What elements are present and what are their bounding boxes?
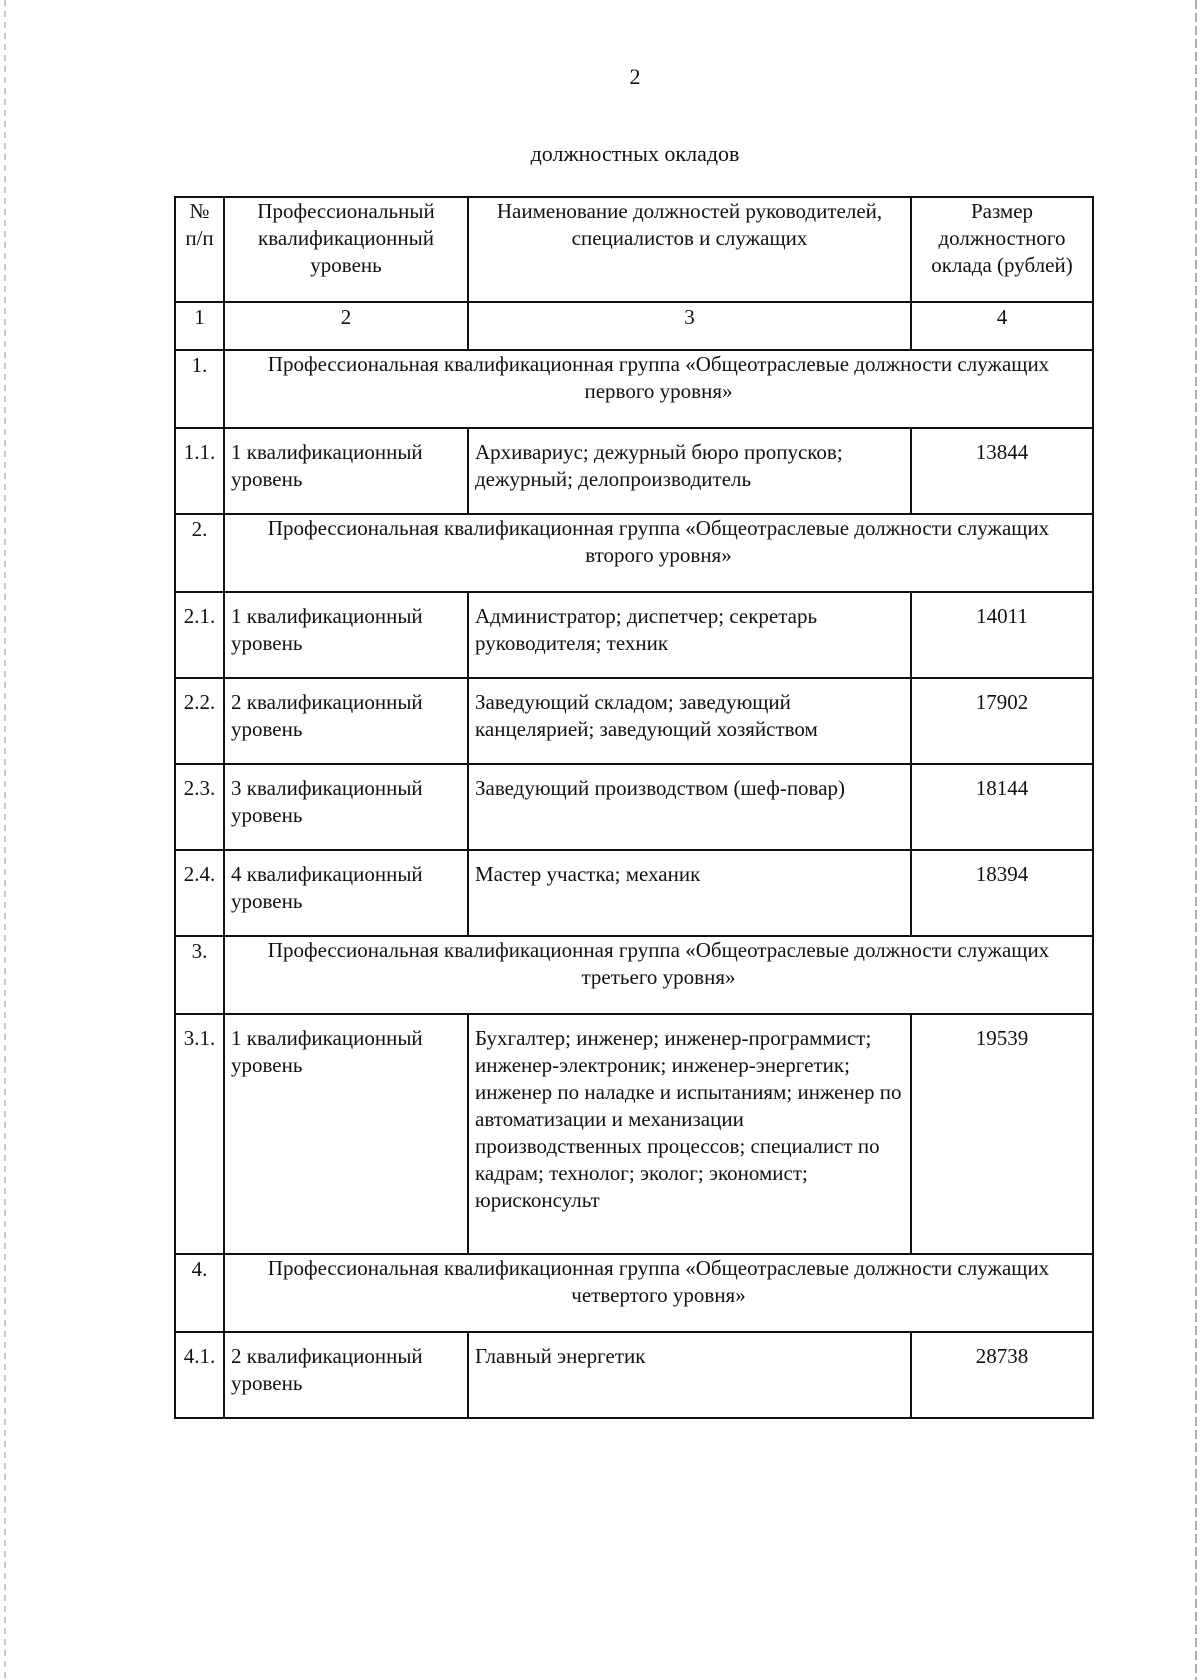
qualification-level: 2 квалификационный уровень — [224, 678, 468, 764]
table-row — [175, 1332, 1093, 1418]
group-row — [175, 514, 1093, 592]
positions: Бухгалтер; инженер; инженер-программист; инженер-электроник; инженер-энергетик; инженер по наладке и испытаниям; инженер по автоматизации и механизации производственных процессов; специалист по кадрам; технолог; эколог; экономист; юрисконсульт — [468, 1014, 911, 1254]
table-row — [175, 1014, 1093, 1254]
positions: Администратор; диспетчер; секретарь руководителя; техник — [468, 592, 911, 678]
group-number: 2. — [175, 514, 224, 592]
qualification-level: 1 квалификационный уровень — [224, 1014, 468, 1254]
qualification-level: 2 квалификационный уровень — [224, 1332, 468, 1418]
header-qualification-level: Профессиональный квалификационный уровень — [224, 197, 468, 302]
row-number: 2.2. — [175, 678, 224, 764]
table-header-row — [175, 197, 1093, 302]
header-salary: Размер должностного оклада (рублей) — [911, 197, 1093, 302]
column-number: 1 — [175, 302, 224, 350]
group-row — [175, 936, 1093, 1014]
positions: Заведующий производством (шеф-повар) — [468, 764, 911, 850]
row-number: 4.1. — [175, 1332, 224, 1418]
group-row — [175, 350, 1093, 428]
salary-value: 18144 — [911, 764, 1093, 850]
positions: Главный энергетик — [468, 1332, 911, 1418]
group-number: 4. — [175, 1254, 224, 1332]
salary-value: 19539 — [911, 1014, 1093, 1254]
table-row — [175, 678, 1093, 764]
qualification-level: 4 квалификационный уровень — [224, 850, 468, 936]
salary-value: 28738 — [911, 1332, 1093, 1418]
row-number: 2.1. — [175, 592, 224, 678]
header-number: № п/п — [175, 197, 224, 302]
page-number: 2 — [629, 64, 641, 89]
positions: Архивариус; дежурный бюро пропусков; дежурный; делопроизводитель — [468, 428, 911, 514]
scan-edge-right — [1195, 0, 1197, 1680]
column-number-row — [175, 302, 1093, 350]
document-heading: должностных окладов — [530, 141, 740, 166]
row-number: 1.1. — [175, 428, 224, 514]
table-row — [175, 764, 1093, 850]
positions: Мастер участка; механик — [468, 850, 911, 936]
column-number: 3 — [468, 302, 911, 350]
group-title: Профессиональная квалификационная группа «Общеотраслевые должности служащих первого уровня» — [224, 350, 1093, 428]
salary-value: 17902 — [911, 678, 1093, 764]
qualification-level: 1 квалификационный уровень — [224, 592, 468, 678]
group-title: Профессиональная квалификационная группа «Общеотраслевые должности служащих четвертого уровня» — [224, 1254, 1093, 1332]
positions: Заведующий складом; заведующий канцелярией; заведующий хозяйством — [468, 678, 911, 764]
table-row — [175, 592, 1093, 678]
row-number: 3.1. — [175, 1014, 224, 1254]
salary-table — [174, 196, 1094, 1419]
table-row — [175, 428, 1093, 514]
salary-value: 14011 — [911, 592, 1093, 678]
row-number: 2.3. — [175, 764, 224, 850]
salary-value: 18394 — [911, 850, 1093, 936]
salary-value: 13844 — [911, 428, 1093, 514]
column-number: 4 — [911, 302, 1093, 350]
scan-edge-left — [4, 0, 6, 1680]
header-positions: Наименование должностей руководителей, специалистов и служащих — [468, 197, 911, 302]
group-title: Профессиональная квалификационная группа «Общеотраслевые должности служащих третьего уровня» — [224, 936, 1093, 1014]
group-title: Профессиональная квалификационная группа «Общеотраслевые должности служащих второго уровня» — [224, 514, 1093, 592]
qualification-level: 3 квалификационный уровень — [224, 764, 468, 850]
row-number: 2.4. — [175, 850, 224, 936]
group-number: 1. — [175, 350, 224, 428]
qualification-level: 1 квалификационный уровень — [224, 428, 468, 514]
column-number: 2 — [224, 302, 468, 350]
group-number: 3. — [175, 936, 224, 1014]
table-row — [175, 850, 1093, 936]
group-row — [175, 1254, 1093, 1332]
